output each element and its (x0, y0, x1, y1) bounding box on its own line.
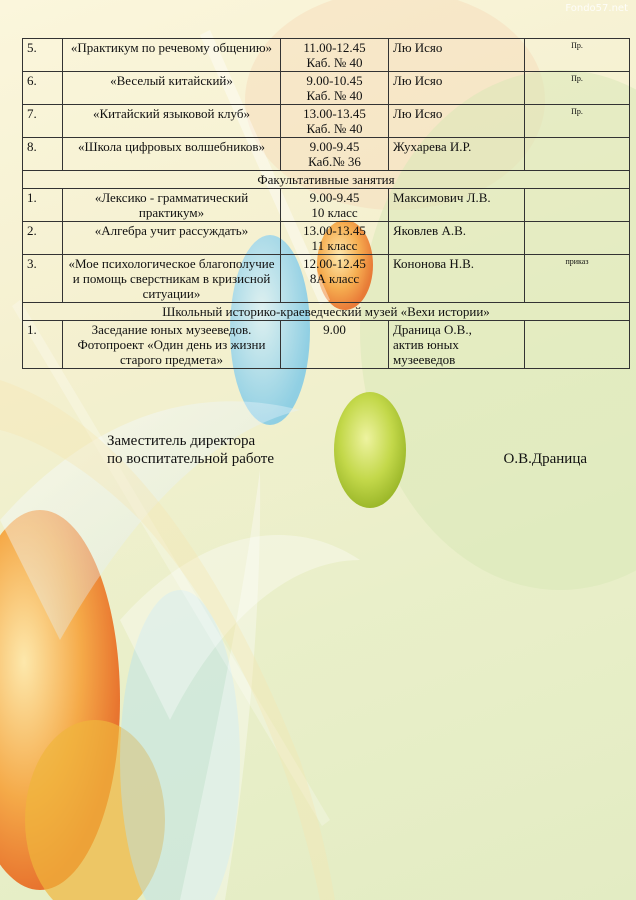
table-row (23, 255, 630, 303)
row-number: 7. (23, 105, 63, 138)
activity-name: «Веселый китайский» (63, 72, 281, 105)
row-number: 5. (23, 39, 63, 72)
time-range: 13.00-13.45 (303, 106, 366, 121)
signature-position-line1: Заместитель директора (107, 433, 256, 449)
teacher: Максимович Л.В. (389, 189, 525, 222)
room: Каб.№ 36 (308, 154, 361, 169)
row-number: 8. (23, 138, 63, 171)
watermark: Fondo57.net (565, 3, 628, 14)
note (525, 222, 630, 255)
time-range: 11.00-12.45 (303, 40, 366, 55)
teacher: Лю Исяо (389, 39, 525, 72)
note (525, 138, 630, 171)
section-row (23, 303, 630, 321)
section-row (23, 171, 630, 189)
time-cell (281, 321, 389, 369)
note: Пр. (525, 105, 630, 138)
table-row (23, 105, 630, 138)
room: Каб. № 40 (306, 55, 363, 70)
row-number: 3. (23, 255, 63, 303)
time-cell (281, 255, 389, 303)
teacher: Лю Исяо (389, 72, 525, 105)
room: Каб. № 40 (306, 88, 363, 103)
section-title-electives: Факультативные занятия (23, 171, 630, 189)
activity-name: «Алгебра учит рассуждать» (63, 222, 281, 255)
room: Каб. № 40 (306, 121, 363, 136)
time-range: 9.00-9.45 (309, 139, 360, 154)
note (525, 189, 630, 222)
row-number: 2. (23, 222, 63, 255)
note: Пр. (525, 72, 630, 105)
row-number: 1. (23, 189, 63, 222)
time-cell (281, 138, 389, 171)
time-cell (281, 189, 389, 222)
teacher-name: Драница О.В., (393, 322, 472, 337)
signature-block (107, 432, 587, 468)
activity-name: «Практикум по речевому общению» (63, 39, 281, 72)
signature-name: О.В.Драница (503, 451, 587, 467)
time-cell (281, 222, 389, 255)
table-row (23, 321, 630, 369)
teacher: Кононова Н.В. (389, 255, 525, 303)
table-row (23, 222, 630, 255)
time-range: 9.00-10.45 (306, 73, 363, 88)
time-cell (281, 105, 389, 138)
teacher: Лю Исяо (389, 105, 525, 138)
activity-name: «Мое психологическое благополучие и помощь сверстникам в кризисной ситуации» (63, 255, 281, 303)
activity-name: «Лексико - грамматический практикум» (63, 189, 281, 222)
row-number: 6. (23, 72, 63, 105)
time-cell (281, 72, 389, 105)
row-number: 1. (23, 321, 63, 369)
note: приказ (525, 255, 630, 303)
table-row (23, 72, 630, 105)
teacher-group: актив юных музееведов (393, 337, 459, 367)
room: 10 класс (311, 205, 358, 220)
time-cell (281, 39, 389, 72)
time-range: 9.00-9.45 (309, 190, 360, 205)
note (525, 321, 630, 369)
signature-line (107, 450, 587, 468)
table-row (23, 189, 630, 222)
section-title-museum: Школьный историко-краеведческий музей «Вехи истории» (23, 303, 630, 321)
signature-position-line2: по воспитательной работе (107, 451, 274, 467)
time-range: 9.00 (323, 322, 346, 337)
time-range: 13.00-13.45 (303, 223, 366, 238)
table-row (23, 138, 630, 171)
time-range: 12.00-12.45 (303, 256, 366, 271)
room: 11 класс (311, 238, 358, 253)
activity-name: «Школа цифровых волшебников» (63, 138, 281, 171)
activity-name: Заседание юных музееведов. Фотопроект «Один день из жизни старого предмета» (63, 321, 281, 369)
teacher: Жухарева И.Р. (389, 138, 525, 171)
schedule-table (22, 38, 630, 369)
note: Пр. (525, 39, 630, 72)
teacher: Яковлев А.В. (389, 222, 525, 255)
table-row (23, 39, 630, 72)
room: 8А класс (309, 271, 360, 286)
teacher (389, 321, 525, 369)
activity-name: «Китайский языковой клуб» (63, 105, 281, 138)
